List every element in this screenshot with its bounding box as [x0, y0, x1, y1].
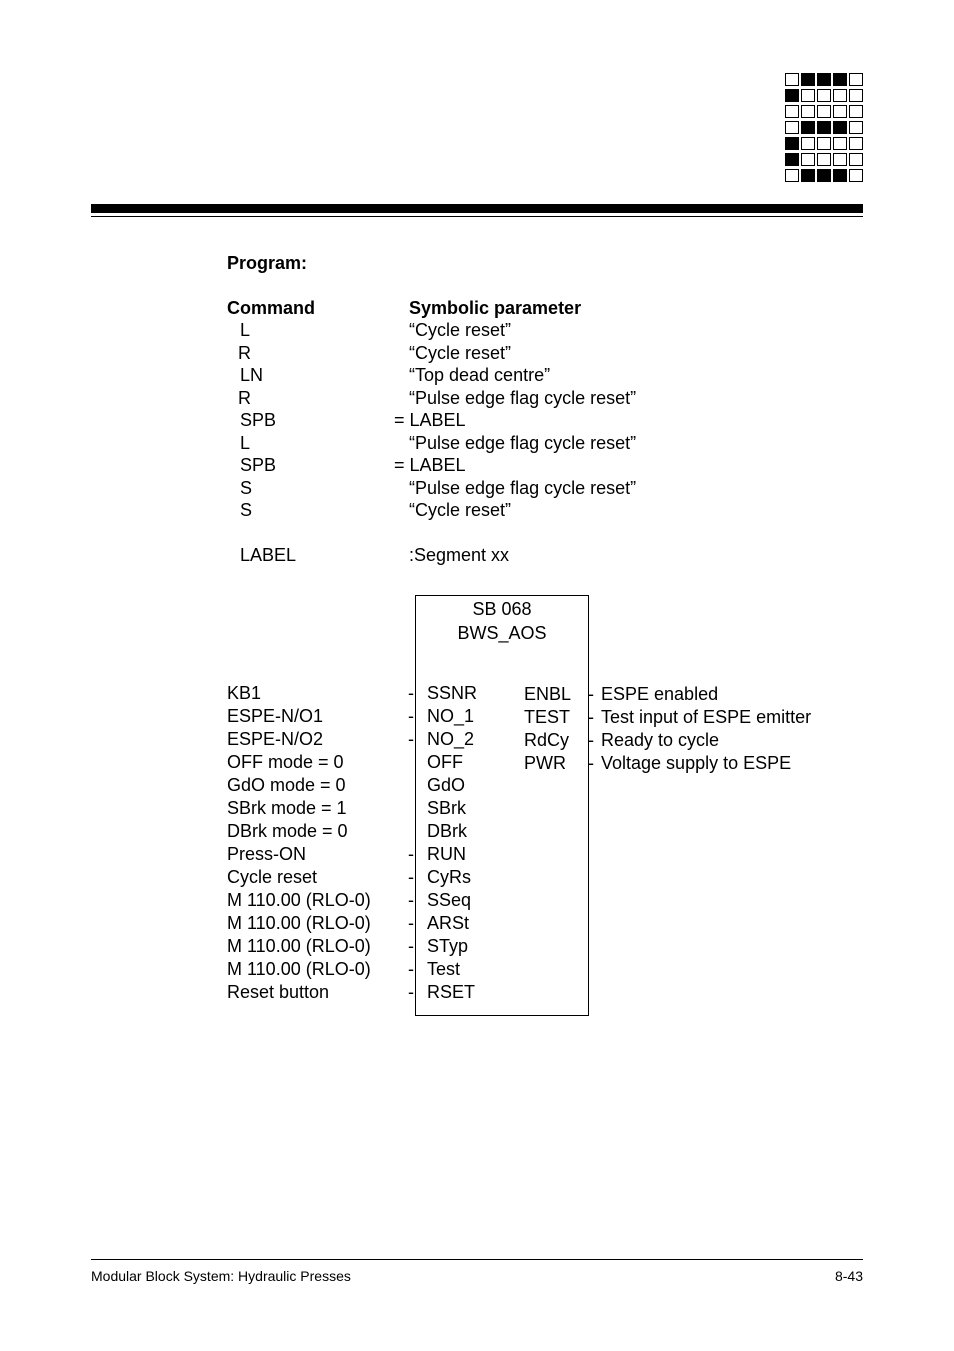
- output-connector-dash: -: [588, 684, 594, 704]
- logo-cell: [785, 89, 799, 102]
- input-pin-label: RUN: [427, 844, 466, 864]
- logo-cell: [849, 121, 863, 134]
- program-command: S: [240, 500, 253, 520]
- input-pin-label: DBrk: [427, 821, 467, 841]
- input-connector-dash: -: [408, 729, 414, 749]
- logo-cell: [833, 105, 847, 118]
- logo-cell: [833, 89, 847, 102]
- logo-cell: [849, 73, 863, 86]
- header-rule-thick: [91, 204, 863, 213]
- logo-cell: [833, 153, 847, 166]
- output-connector-dash: -: [588, 707, 594, 727]
- logo-cell: [849, 105, 863, 118]
- logo-grid-icon: [785, 73, 865, 185]
- program-command: SPB: [240, 410, 277, 430]
- input-pin-label: Test: [427, 959, 461, 979]
- logo-cell: [817, 169, 831, 182]
- program-heading: Program:: [227, 253, 308, 273]
- input-pin-label: SSNR: [427, 683, 478, 703]
- label-parameter: :Segment xx: [409, 545, 510, 565]
- input-signal-label: Press-ON: [227, 844, 307, 864]
- input-pin-label: SSeq: [427, 890, 472, 910]
- logo-cell: [817, 73, 831, 86]
- program-parameter: “Pulse edge flag cycle reset”: [409, 477, 637, 498]
- program-parameter: “Cycle reset”: [409, 320, 512, 340]
- output-pin-label: RdCy: [524, 730, 570, 750]
- logo-cell: [817, 121, 831, 134]
- logo-cell: [785, 153, 799, 166]
- logo-cell: [801, 121, 815, 134]
- program-parameter: “Pulse edge flag cycle reset”: [409, 432, 637, 453]
- input-pin-label: OFF: [427, 752, 463, 772]
- input-pin-label: ARSt: [427, 913, 470, 933]
- input-pin-label: STyp: [427, 936, 469, 956]
- input-pin-label: SBrk: [427, 798, 467, 818]
- input-signal-label: KB1: [227, 683, 262, 703]
- output-connector-dash: -: [588, 753, 594, 773]
- logo-cell: [849, 153, 863, 166]
- logo-cell: [849, 169, 863, 182]
- input-pin-label: NO_1: [427, 706, 475, 726]
- program-command: S: [240, 477, 253, 498]
- input-connector-dash: -: [408, 890, 414, 910]
- footer-title: Modular Block System: Hydraulic Presses: [91, 1268, 351, 1284]
- input-pin-label: GdO: [427, 775, 466, 795]
- input-signal-label: OFF mode = 0: [227, 752, 344, 772]
- block-id: SB 068: [472, 599, 532, 619]
- output-connector-dash: -: [588, 730, 594, 750]
- input-connector-dash: -: [408, 706, 414, 726]
- logo-cell: [833, 137, 847, 150]
- output-signal-label: Test input of ESPE emitter: [601, 707, 812, 727]
- logo-cell: [817, 89, 831, 102]
- logo-cell: [785, 121, 799, 134]
- logo-cell: [849, 137, 863, 150]
- program-parameter: “Top dead centre”: [409, 365, 551, 385]
- input-signal-label: DBrk mode = 0: [227, 821, 348, 841]
- logo-cell: [801, 105, 815, 118]
- input-connector-dash: -: [408, 683, 414, 703]
- logo-cell: [785, 137, 799, 150]
- program-parameter: “Pulse edge flag cycle reset”: [409, 387, 637, 408]
- input-pin-label: CyRs: [427, 867, 471, 887]
- output-pin-label: PWR: [524, 753, 566, 773]
- footer-rule: [91, 1259, 863, 1260]
- output-signal-label: Voltage supply to ESPE: [601, 753, 792, 773]
- program-command: SPB: [240, 455, 277, 475]
- input-connector-dash: -: [408, 936, 414, 956]
- input-pin-label: NO_2: [427, 729, 475, 749]
- program-parameter: = LABEL: [394, 410, 466, 430]
- page-number: 8-43: [834, 1268, 863, 1284]
- input-signal-label: ESPE-N/O1: [227, 706, 324, 726]
- output-pin-label: ENBL: [524, 684, 572, 704]
- program-parameter: “Cycle reset”: [409, 500, 512, 520]
- input-signal-label: ESPE-N/O2: [227, 729, 324, 749]
- program-command: L: [240, 320, 251, 340]
- input-signal-label: SBrk mode = 1: [227, 798, 347, 818]
- header-rule-thin: [91, 216, 863, 217]
- output-signal-label: Ready to cycle: [601, 730, 720, 750]
- logo-cell: [833, 121, 847, 134]
- program-command: R: [238, 342, 251, 363]
- label-command: LABEL: [240, 545, 297, 565]
- logo-cell: [833, 73, 847, 86]
- logo-cell: [817, 105, 831, 118]
- input-signal-label: M 110.00 (RLO-0): [227, 890, 371, 910]
- input-connector-dash: -: [408, 982, 414, 1002]
- input-connector-dash: -: [408, 867, 414, 887]
- input-signal-label: M 110.00 (RLO-0): [227, 913, 371, 933]
- logo-cell: [785, 105, 799, 118]
- input-connector-dash: -: [408, 959, 414, 979]
- command-column-header: Command: [227, 298, 316, 318]
- input-signal-label: M 110.00 (RLO-0): [227, 936, 371, 956]
- program-command: R: [238, 387, 251, 408]
- logo-cell: [801, 137, 815, 150]
- block-name: BWS_AOS: [457, 623, 547, 643]
- output-pin-label: TEST: [524, 707, 571, 727]
- input-connector-dash: -: [408, 844, 414, 864]
- logo-cell: [801, 89, 815, 102]
- symbolic-column-header: Symbolic parameter: [409, 298, 582, 318]
- input-signal-label: M 110.00 (RLO-0): [227, 959, 371, 979]
- input-signal-label: Cycle reset: [227, 867, 318, 887]
- program-command: L: [240, 432, 251, 453]
- logo-cell: [817, 137, 831, 150]
- output-signal-label: ESPE enabled: [601, 684, 719, 704]
- logo-cell: [785, 169, 799, 182]
- input-connector-dash: -: [408, 913, 414, 933]
- input-signal-label: GdO mode = 0: [227, 775, 346, 795]
- logo-cell: [833, 169, 847, 182]
- input-pin-label: RSET: [427, 982, 476, 1002]
- logo-cell: [801, 153, 815, 166]
- logo-cell: [801, 169, 815, 182]
- program-parameter: = LABEL: [394, 455, 466, 475]
- input-signal-label: Reset button: [227, 982, 330, 1002]
- program-parameter: “Cycle reset”: [409, 342, 512, 363]
- program-command: LN: [240, 365, 264, 385]
- logo-cell: [785, 73, 799, 86]
- logo-cell: [817, 153, 831, 166]
- logo-cell: [801, 73, 815, 86]
- logo-cell: [849, 89, 863, 102]
